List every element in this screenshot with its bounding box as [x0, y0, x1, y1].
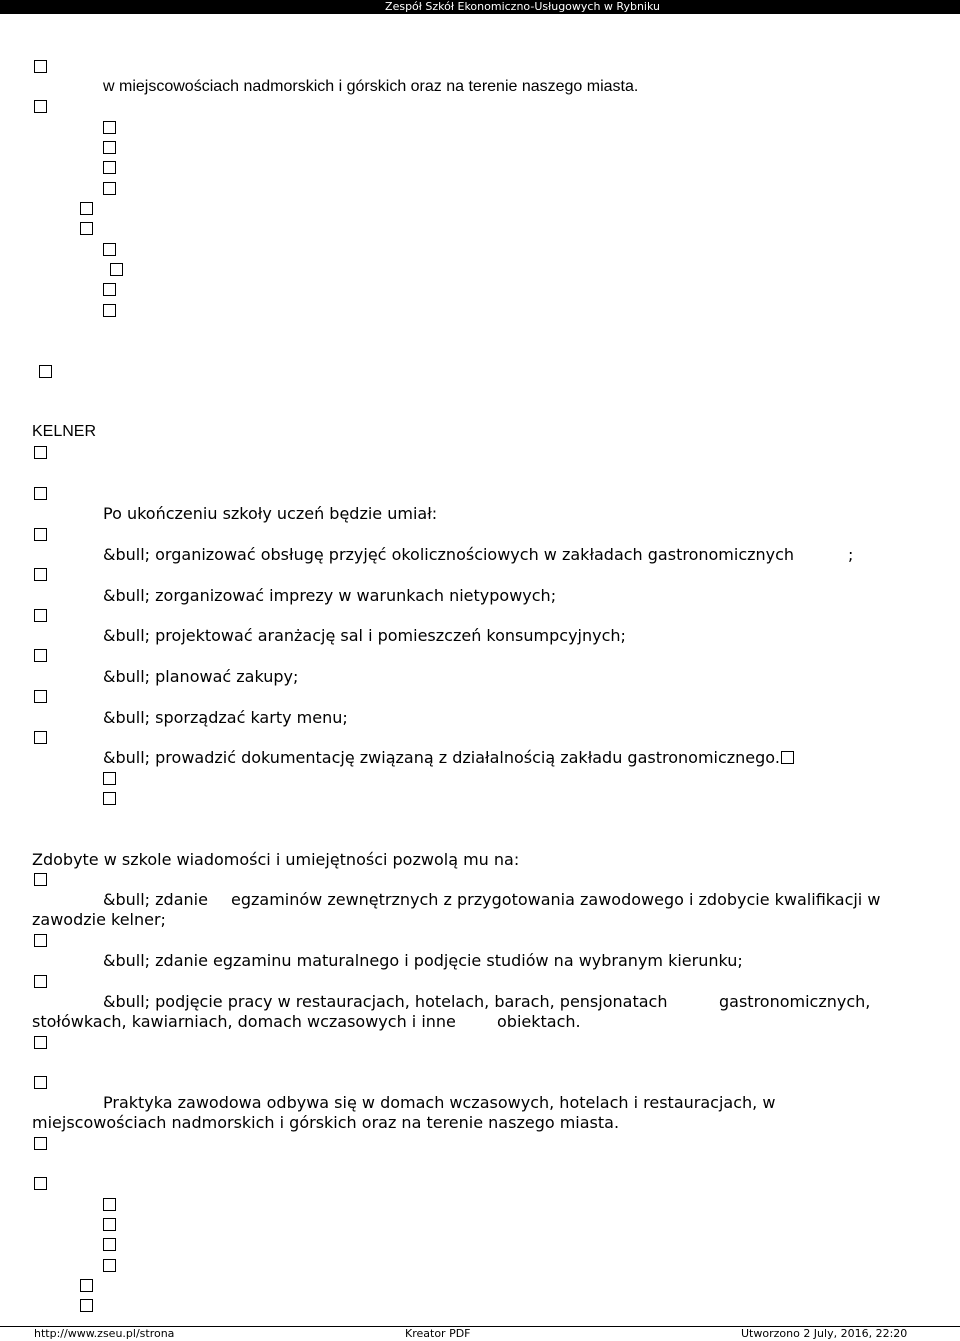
skill-item-text: &bull; prowadzić dokumentację związaną z działalnością zakładu gastronomicznego. — [103, 748, 780, 767]
outcome-item-c: stołówkach, kawiarniach, domach wczasowych i inne — [32, 1012, 456, 1031]
missing-glyph-icon — [103, 792, 116, 805]
skill-item-tail: ; — [848, 545, 854, 564]
section-title: KELNER — [32, 423, 97, 440]
skill-item-last — [103, 748, 794, 768]
missing-glyph-icon — [80, 1299, 93, 1312]
missing-glyph-icon — [34, 487, 47, 500]
missing-glyph-icon — [34, 609, 47, 622]
outcome-item-a: &bull; podjęcie pracy w restauracjach, hotelach, barach, pensjonatach — [103, 992, 668, 1011]
skill-item: &bull; projektować aranżację sal i pomieszczeń konsumpcyjnych; — [103, 626, 626, 645]
missing-glyph-icon — [34, 528, 47, 541]
footer-creator: Kreator PDF — [405, 1327, 471, 1340]
practice-line-a: Praktyka zawodowa odbywa się w domach wczasowych, hotelach i restauracjach, w — [103, 1093, 776, 1112]
header-title: Zespół Szkół Ekonomiczno-Usługowych w Rybniku — [385, 0, 660, 13]
footer-url: http://www.zseu.pl/strona — [34, 1327, 175, 1340]
outcome-item-b: gastronomicznych, — [719, 992, 871, 1011]
missing-glyph-icon — [34, 60, 47, 73]
missing-glyph-icon — [103, 121, 116, 134]
missing-glyph-icon — [103, 283, 116, 296]
missing-glyph-icon — [80, 1279, 93, 1292]
missing-glyph-icon — [103, 1218, 116, 1231]
missing-glyph-icon — [103, 1238, 116, 1251]
missing-glyph-icon — [103, 1259, 116, 1272]
missing-glyph-icon — [80, 202, 93, 215]
missing-glyph-icon — [34, 649, 47, 662]
outcomes-intro: Zdobyte w szkole wiadomości i umiejętności pozwolą mu na: — [32, 850, 520, 869]
missing-glyph-icon — [34, 873, 47, 886]
outcome-item-c: zawodzie kelner; — [32, 910, 166, 929]
missing-glyph-icon — [34, 690, 47, 703]
missing-glyph-icon — [34, 731, 47, 744]
missing-glyph-icon — [34, 100, 47, 113]
missing-glyph-icon — [39, 365, 52, 378]
missing-glyph-icon — [34, 934, 47, 947]
page-header — [0, 0, 960, 14]
missing-glyph-icon — [34, 975, 47, 988]
skill-item: &bull; planować zakupy; — [103, 667, 299, 686]
skill-item: &bull; organizować obsługę przyjęć okolicznościowych w zakładach gastronomicznych — [103, 545, 795, 564]
missing-glyph-icon — [103, 182, 116, 195]
outcome-item-d: obiektach. — [497, 1012, 581, 1031]
top-line: w miejscowościach nadmorskich i górskich oraz na terenie naszego miasta. — [103, 78, 639, 95]
missing-glyph-icon — [34, 568, 47, 581]
missing-glyph-icon — [103, 141, 116, 154]
outcome-item-a: &bull; zdanie — [103, 890, 208, 909]
missing-glyph-icon — [34, 1137, 47, 1150]
missing-glyph-icon — [34, 1076, 47, 1089]
skill-item: &bull; zorganizować imprezy w warunkach nietypowych; — [103, 586, 557, 605]
missing-glyph-icon — [34, 446, 47, 459]
footer-created: Utworzono 2 July, 2016, 22:20 — [741, 1327, 908, 1340]
missing-glyph-icon — [103, 161, 116, 174]
missing-glyph-icon — [110, 263, 123, 276]
missing-glyph-icon — [34, 1177, 47, 1190]
outcome-item: &bull; zdanie egzaminu maturalnego i podjęcie studiów na wybranym kierunku; — [103, 951, 743, 970]
missing-glyph-icon — [34, 1036, 47, 1049]
missing-glyph-icon — [103, 304, 116, 317]
missing-glyph-icon — [80, 222, 93, 235]
missing-glyph-icon — [781, 751, 794, 764]
practice-line-b: miejscowościach nadmorskich i górskich oraz na terenie naszego miasta. — [32, 1113, 620, 1132]
missing-glyph-icon — [103, 243, 116, 256]
skill-item: &bull; sporządzać karty menu; — [103, 708, 348, 727]
outcome-item-b: egzaminów zewnętrznych z przygotowania zawodowego i zdobycie kwalifikacji w — [231, 890, 881, 909]
missing-glyph-icon — [103, 772, 116, 785]
missing-glyph-icon — [103, 1198, 116, 1211]
skills-intro: Po ukończeniu szkoły uczeń będzie umiał: — [103, 504, 438, 523]
